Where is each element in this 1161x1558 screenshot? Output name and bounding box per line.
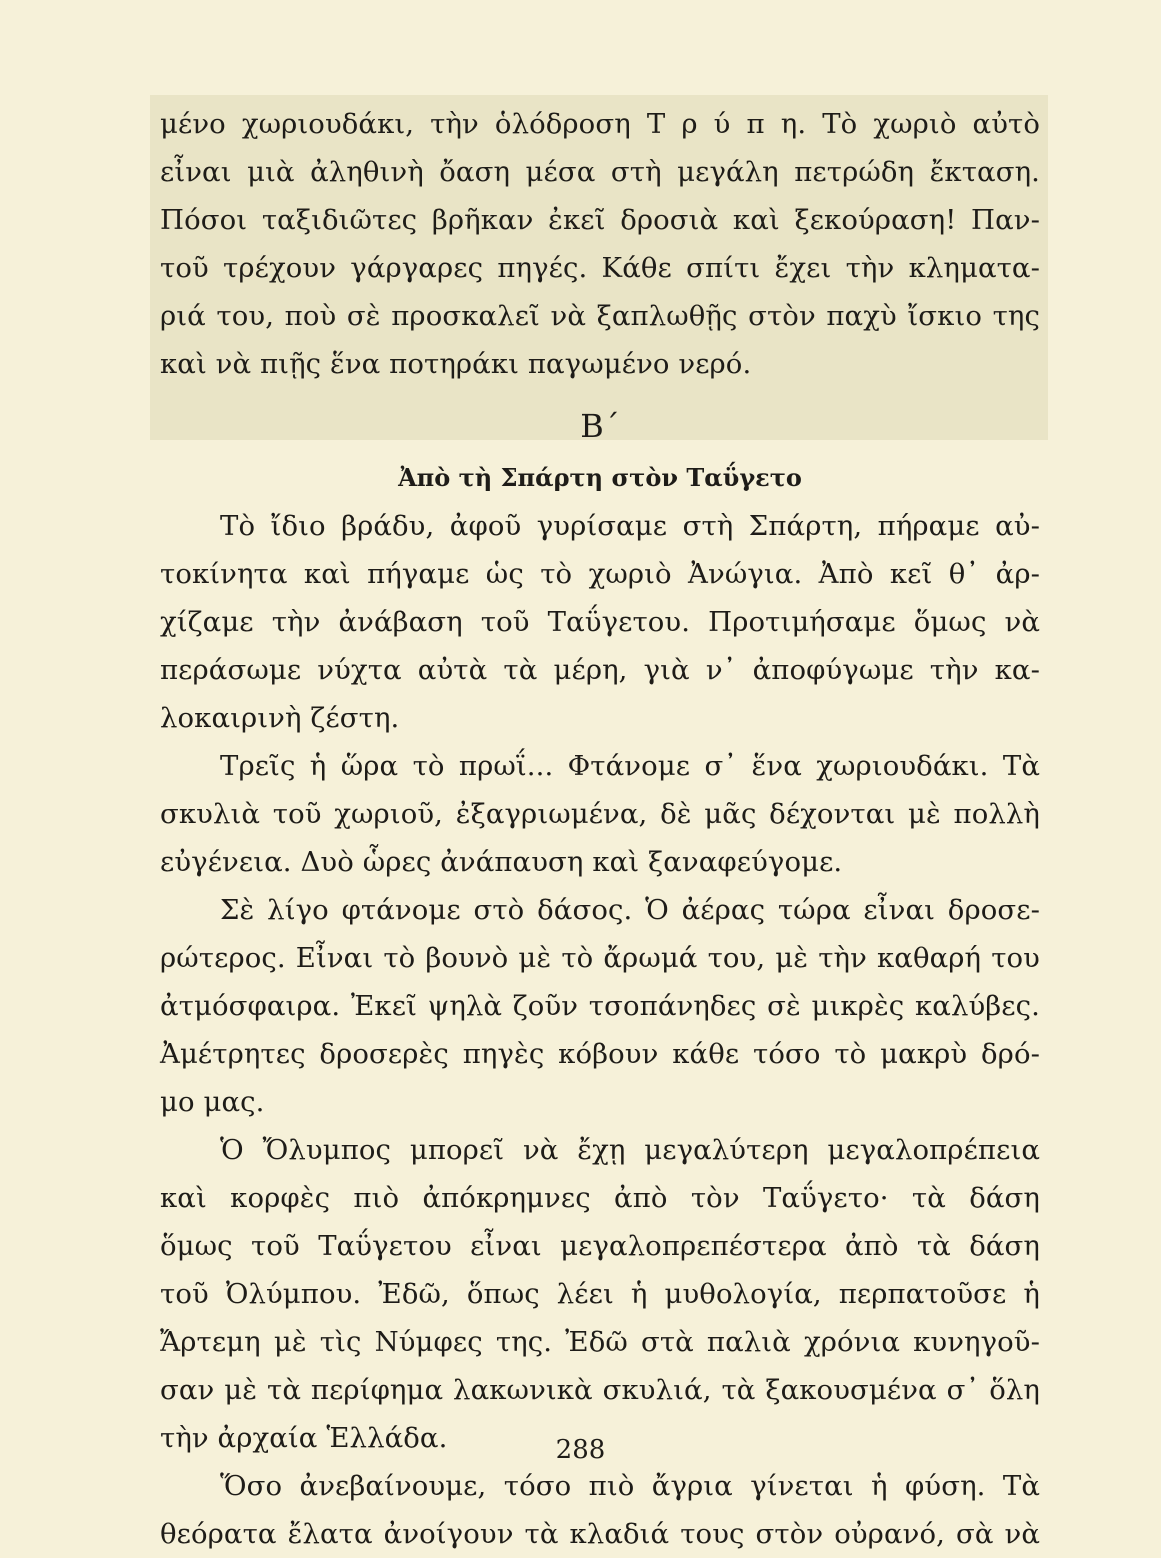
text-line: ρώτερος. Εἶναι τὸ βουνὸ μὲ τὸ ἄρωμά του, μὲ τὴν καθαρή του (160, 942, 1040, 974)
text-line: τοῦ Ὀλύμπου. Ἐδῶ, ὅπως λέει ἡ μυθολογία, περπατοῦσε ἡ (160, 1278, 1040, 1310)
text-line: Πόσοι ταξιδιῶτες βρῆκαν ἐκεῖ δροσιὰ καὶ ξεκούραση! Παν- (160, 204, 1040, 236)
text-line: Ἄρτεμη μὲ τὶς Νύμφες της. Ἐδῶ στὰ παλιὰ χρόνια κυνηγοῦ- (160, 1326, 1040, 1358)
text-line: εἶναι μιὰ ἀληθινὴ ὄαση μέσα στὴ μεγάλη πετρώδη ἔκταση. (160, 156, 1040, 188)
text-line: τοκίνητα καὶ πήγαμε ὡς τὸ χωριὸ Ἀνώγια. Ἀπὸ κεῖ θ᾽ ἀρ- (160, 558, 1040, 590)
text-line: σκυλιὰ τοῦ χωριοῦ, ἐξαγριωμένα, δὲ μᾶς δέχονται μὲ πολλὴ (160, 798, 1040, 830)
text-line: περάσωμε νύχτα αὐτὰ τὰ μέρη, γιὰ ν᾽ ἀποφύγωμε τὴν κα- (160, 654, 1040, 686)
text-line: σαν μὲ τὰ περίφημα λακωνικὰ σκυλιά, τὰ ξακουσμένα σ᾽ ὅλη (160, 1374, 1040, 1406)
page-number: 288 (555, 1435, 606, 1465)
text-line: Ἀμέτρητες δροσερὲς πηγὲς κόβουν κάθε τόσο τὸ μακρὺ δρό- (160, 1038, 1040, 1070)
text-line: ριά του, ποὺ σὲ προσκαλεῖ νὰ ξαπλωθῇς στὸν παχὺ ἴσκιο της (160, 300, 1040, 332)
section-title: Ἀπὸ τὴ Σπάρτη στὸν Ταΰγετο (398, 463, 802, 492)
text-line: καὶ κορφὲς πιὸ ἀπόκρημνες ἀπὸ τὸν Ταΰγετο· τὰ δάση (160, 1182, 1040, 1214)
text-line: Σὲ λίγο φτάνομε στὸ δάσος. Ὁ ἀέρας τώρα εἶναι δροσε- (220, 894, 1040, 926)
page-text (160, 100, 1040, 1558)
text-line: θεόρατα ἔλατα ἀνοίγουν τὰ κλαδιά τους στὸν οὐρανό, σὰ νὰ (160, 1518, 1040, 1550)
section-letter: Β΄ (580, 407, 620, 445)
text-line: εὐγένεια. Δυὸ ὧρες ἀνάπαυση καὶ ξαναφεύγομε. (160, 846, 843, 878)
text-line: Τρεῖς ἡ ὥρα τὸ πρωΐ... Φτάνομε σ᾽ ἕνα χωριουδάκι. Τὰ (220, 750, 1040, 782)
text-line: χίζαμε τὴν ἀνάβαση τοῦ Ταΰγετου. Προτιμήσαμε ὅμως νὰ (160, 606, 1040, 638)
text-line: τοῦ τρέχουν γάργαρες πηγές. Κάθε σπίτι ἔχει τὴν κληματα- (160, 252, 1040, 284)
text-line: μο μας. (160, 1086, 265, 1118)
text-line: καὶ νὰ πιῇς ἕνα ποτηράκι παγωμένο νερό. (160, 348, 752, 380)
text-line: ἀτμόσφαιρα. Ἐκεῖ ψηλὰ ζοῦν τσοπάνηδες σὲ μικρὲς καλύβες. (160, 990, 1040, 1022)
text-line: μένο χωριουδάκι, τὴν ὁλόδροση Τ ρ ύ π η. Τὸ χωριὸ αὐτὸ (160, 108, 1040, 140)
text-line: τὴν ἀρχαία Ἑλλάδα. (160, 1422, 448, 1454)
text-line: Ὅσο ἀνεβαίνουμε, τόσο πιὸ ἄγρια γίνεται ἡ φύση. Τὰ (220, 1470, 1040, 1502)
text-line: ὅμως τοῦ Ταΰγετου εἶναι μεγαλοπρεπέστερα ἀπὸ τὰ δάση (160, 1230, 1040, 1262)
text-line: Τὸ ἴδιο βράδυ, ἀφοῦ γυρίσαμε στὴ Σπάρτη, πήραμε αὐ- (220, 510, 1040, 542)
text-line: Ὁ Ὄλυμπος μπορεῖ νὰ ἔχῃ μεγαλύτερη μεγαλοπρέπεια (220, 1134, 1040, 1166)
text-line: λοκαιρινὴ ζέστη. (160, 702, 400, 734)
